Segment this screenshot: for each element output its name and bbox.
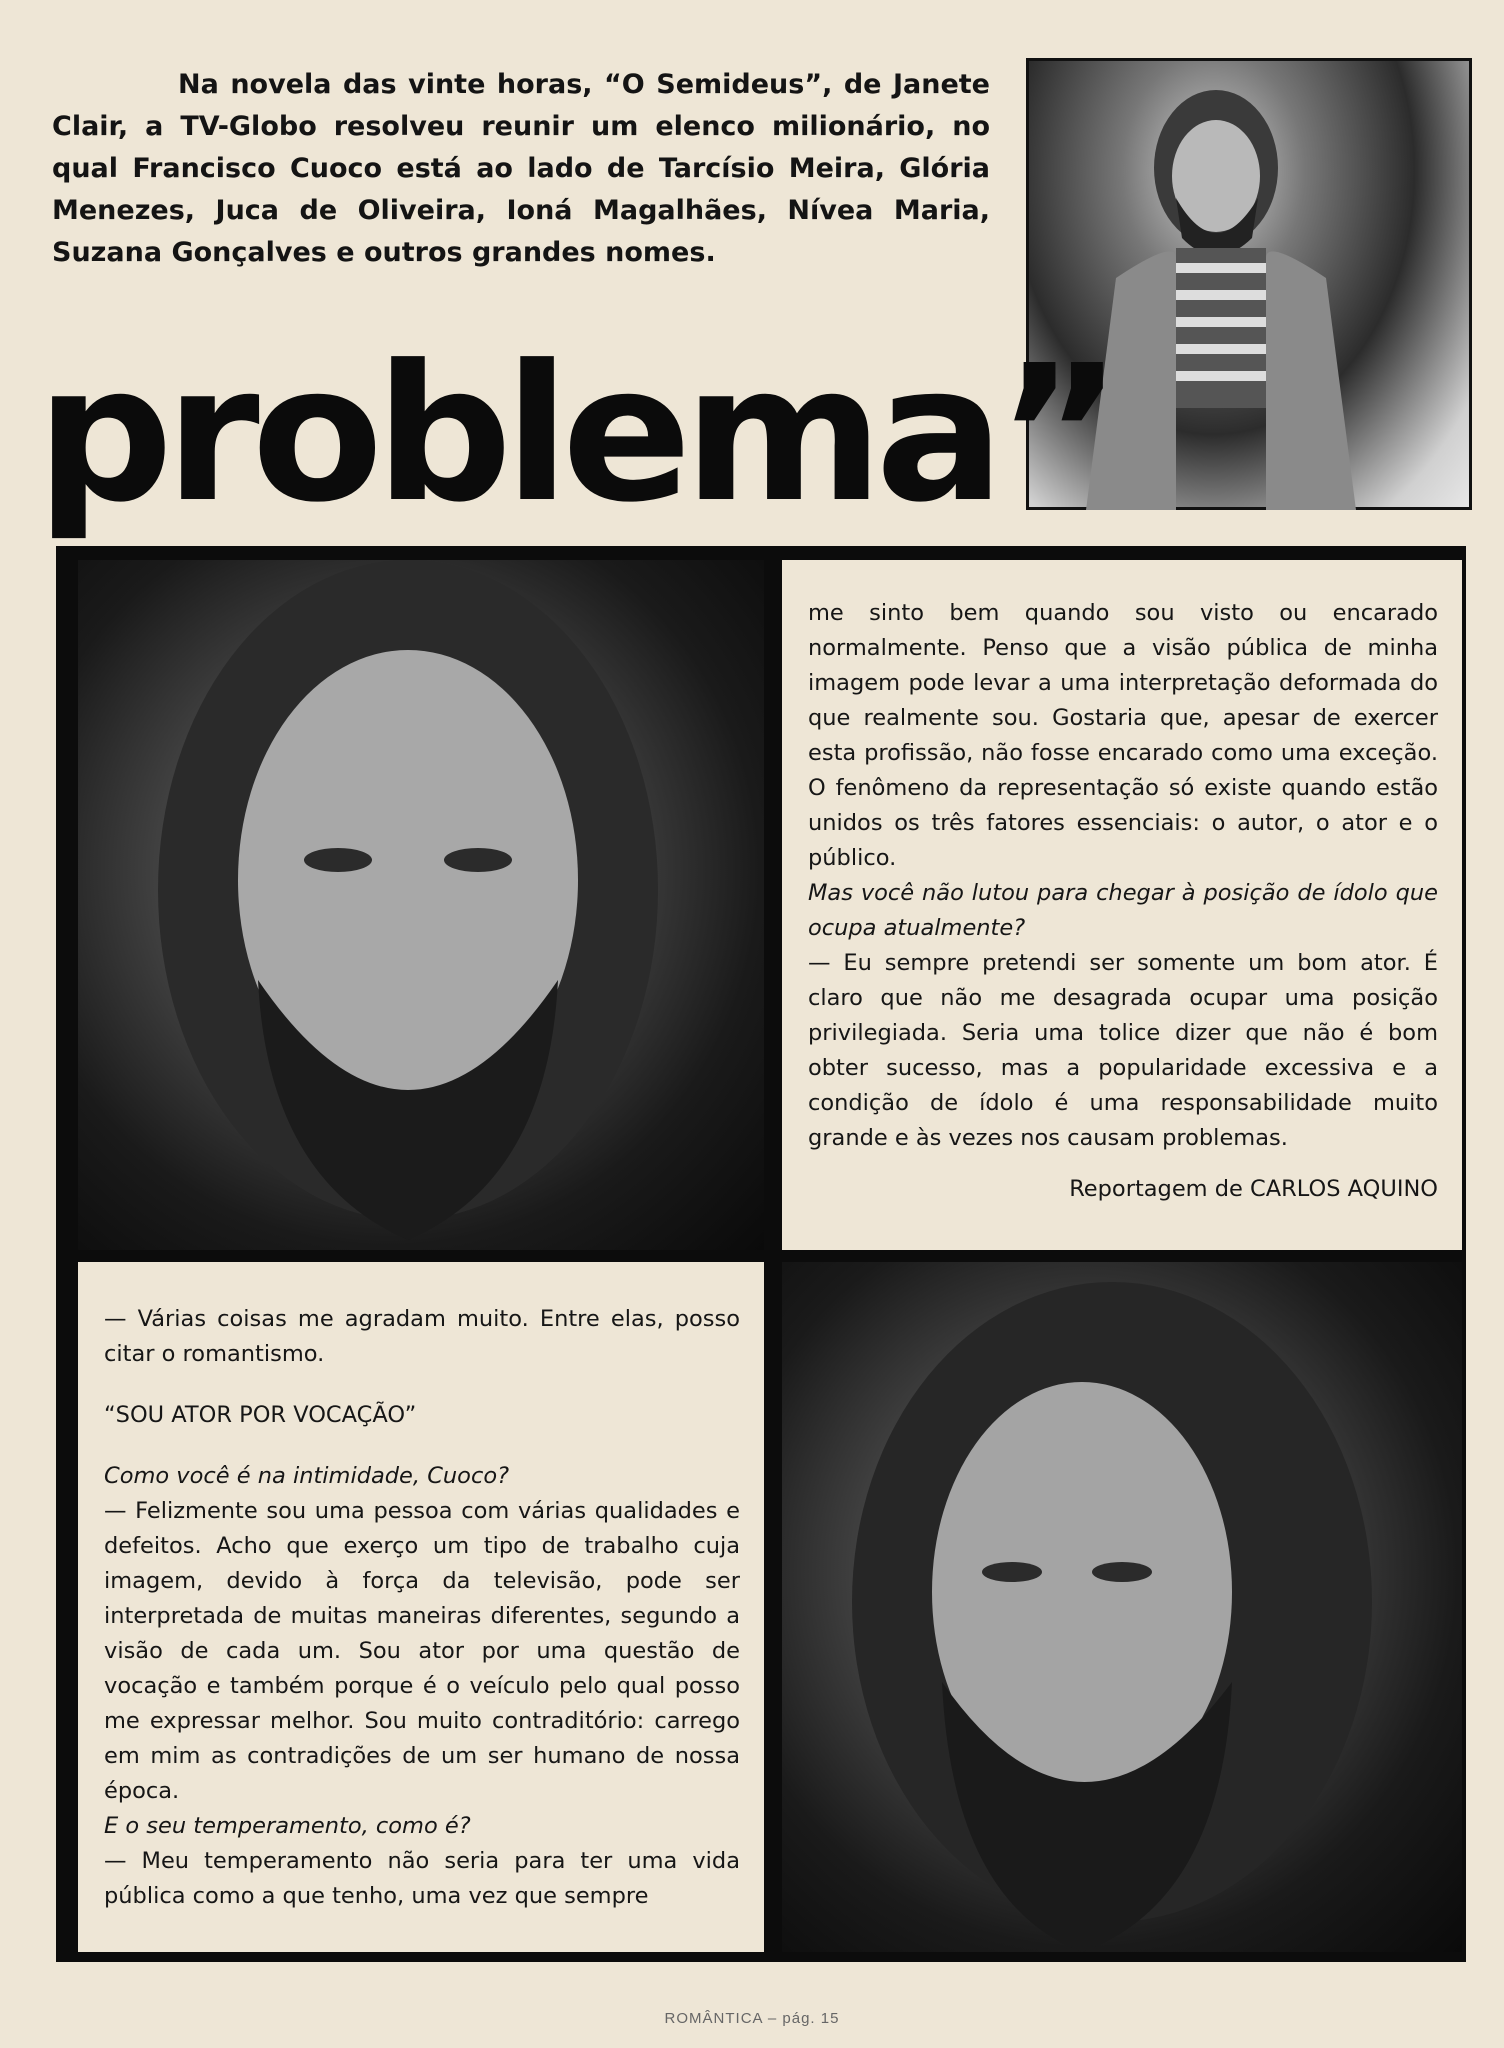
answer-paragraph: — Felizmente sou uma pessoa com várias qualidades e defeitos. Acho que exerço um tipo de trabalho cuja imagem, devido à força da televisão, pode ser interpretada de muitas maneiras diferentes, segundo a visão de cada um. Sou ator por uma questão de vocação e também porque é o veículo pelo qual posso me expressar melhor. Sou muito contraditório: carrego em mim as contradições de um ser humano de nossa época. <box>104 1498 740 1804</box>
headline: problema” <box>36 325 1115 544</box>
profile-photo <box>782 1262 1462 1952</box>
answer-paragraph: — Várias coisas me agradam muito. Entre elas, posso citar o romantismo. <box>104 1306 740 1367</box>
intro-paragraph: Na novela das vinte horas, “O Semideus”, de Janete Clair, a TV-Globo resolveu reunir um elenco milionário, no qual Francisco Cuoco está ao lado de Tarcísio Meira, Glória Menezes, Juca de Oliveira, Ioná Magalhães, Nívea Maria, Suzana Gonçalves e outros grandes nomes. <box>52 69 990 268</box>
interview-text-box-left <box>78 1262 764 1952</box>
closeup-photo <box>78 560 764 1250</box>
question-paragraph: Como você é na intimidade, Cuoco? <box>104 1463 510 1489</box>
question-paragraph: Mas você não lutou para chegar à posição de ídolo que ocupa atualmente? <box>808 880 1438 941</box>
answer-paragraph: — Eu sempre pretendi ser somente um bom ator. É claro que não me desagrada ocupar uma posição privilegiada. Seria uma tolice dizer que não é bom obter sucesso, mas a popularidade excessiva e a condição de ídolo é uma responsabilidade muito grande e às vezes nos causam problemas. <box>808 950 1438 1151</box>
subheading: “SOU ATOR POR VOCAÇÃO” <box>104 1402 417 1428</box>
page-footer: ROMÂNTICA – pág. 15 <box>664 2010 840 2027</box>
question-paragraph: E o seu temperamento, como é? <box>104 1813 471 1839</box>
answer-paragraph: me sinto bem quando sou visto ou encarado normalmente. Penso que a visão pública de minha imagem pode levar a uma interpretação deformada do que realmente sou. Gostaria que, apesar de exercer esta profissão, não fosse encarado como uma exceção. O fenômeno da representação só existe quando estão unidos os três fatores essenciais: o autor, o ator e o público. <box>808 600 1438 871</box>
interview-text-box-right <box>782 560 1462 1250</box>
profile-silhouette <box>782 1262 1462 1952</box>
byline: Reportagem de CARLOS AQUINO <box>1069 1176 1438 1202</box>
closeup-silhouette <box>78 560 764 1250</box>
answer-paragraph: — Meu temperamento não seria para ter uma vida pública como a que tenho, uma vez que sempre <box>104 1848 740 1909</box>
